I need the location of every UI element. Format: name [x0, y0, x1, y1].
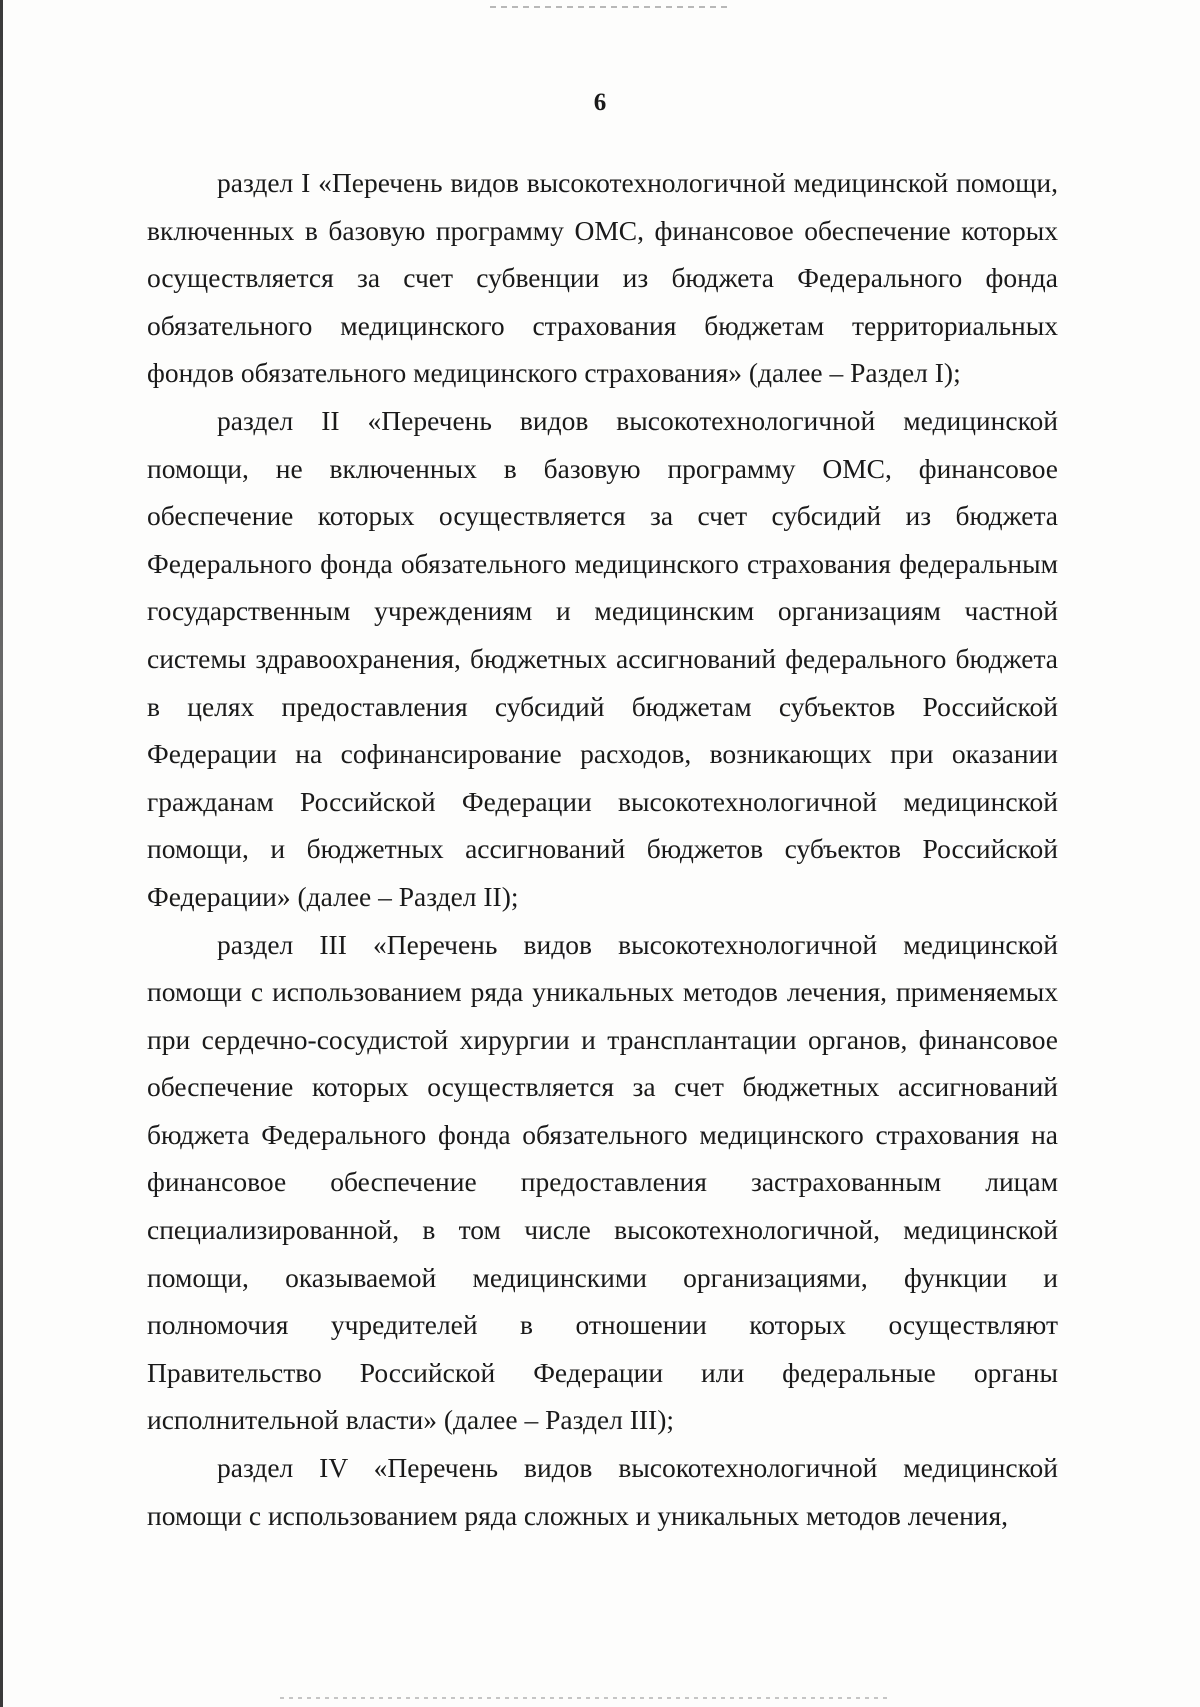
paragraph-section-2: раздел II «Перечень видов высокотехнологичной медицинской помощи, не включенных в базовую программу ОМС, финансовое обеспечение которых осуществляется за счет субсидий из бюджета Федерального фонда обязательного медицинского страхования федеральным государственным учреждениям и медицинским организациям частной системы здравоохранения, бюджетных ассигнований федерального бюджета в целях предоставления субсидий бюджетам субъектов Российской Федерации на софинансирование расходов, возникающих при оказании гражданам Российской Федерации высокотехнологичной медицинской помощи, и бюджетных ассигнований бюджетов субъектов Российской Федерации» (далее – Раздел II);: [147, 404, 1058, 912]
scan-artifact-top: [490, 6, 730, 8]
page-number: 6: [593, 89, 607, 116]
document-body: [147, 159, 1058, 1539]
scan-edge: [0, 0, 3, 1707]
paragraph-section-4: раздел IV «Перечень видов высокотехнологичной медицинской помощи с использованием ряда сложных и уникальных методов лечения,: [147, 1452, 1058, 1531]
paragraph-section-1: раздел I «Перечень видов высокотехнологичной медицинской помощи, включенных в базовую программу ОМС, финансовое обеспечение которых осуществляется за счет субвенции из бюджета Федерального фонда обязательного медицинского страхования бюджетам территориальных фондов обязательного медицинского страхования» (далее – Раздел I);: [147, 167, 1058, 389]
scan-artifact-bottom: [280, 1697, 890, 1699]
paragraph-section-3: раздел III «Перечень видов высокотехнологичной медицинской помощи с использованием ряда уникальных методов лечения, применяемых при сердечно-сосудистой хирургии и трансплантации органов, финансовое обеспечение которых осуществляется за счет бюджетных ассигнований бюджета Федерального фонда обязательного медицинского страхования на финансовое обеспечение предоставления застрахованным лицам специализированной, в том числе высокотехнологичной, медицинской помощи, оказываемой медицинскими организациями, функции и полномочия учредителей в отношении которых осуществляют Правительство Российской Федерации или федеральные органы исполнительной власти» (далее – Раздел III);: [147, 928, 1058, 1436]
